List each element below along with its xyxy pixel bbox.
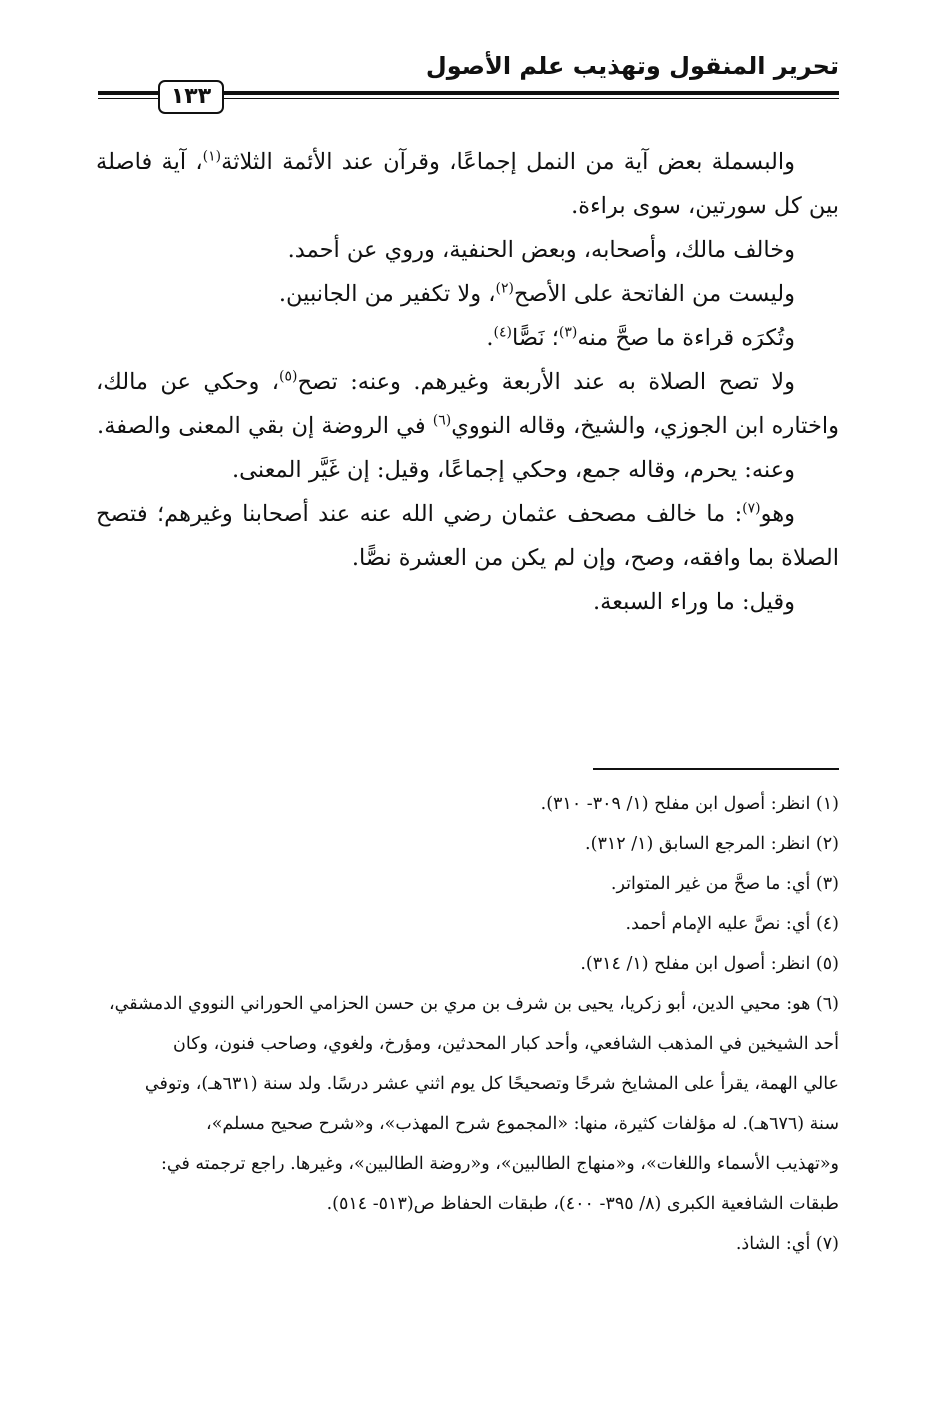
footnote-6-line: (٦) هو: محيي الدين، أبو زكريا، يحيى بن شرف بن مري بن حسن الحزامي الحوراني النووي الدمشقي، (109, 994, 839, 1014)
paragraph-definition (96, 492, 839, 580)
footnote-6-line: عالي الهمة، يقرأ على المشايخ شرحًا وتصحيحًا كل يوم اثني عشر درسًا. ولد سنة (٦٣١هـ)، وتوفي (144, 1074, 839, 1094)
text-run: ولا تصح الصلاة به عند الأربعة وغيرهم. وعنه: تصح (297, 369, 795, 395)
text-run: وليست من الفاتحة على الأصح (514, 281, 795, 307)
footnote-ref-1: (١) (202, 148, 222, 165)
footnote-ref-7: (٧) (742, 500, 761, 517)
text-run: وتُكرَه قراءة ما صحَّ منه (577, 325, 795, 351)
running-title: تحرير المنقول وتهذيب علم الأصول (425, 52, 839, 80)
footnote-6 (96, 984, 839, 1224)
footnote-3: (٣) أي: ما صحَّ من غير المتواتر. (610, 874, 839, 894)
footnote-ref-6: (٦) (432, 412, 452, 429)
text-run: ، وحكي عن مالك، واختاره ابن الجوزي، والشيخ، وقاله النووي (96, 369, 839, 439)
paragraph-basmala (96, 140, 839, 228)
text-run: والبسملة بعض آية من النمل إجماعًا، وقرآن عند الأئمة الثلاثة (221, 149, 795, 175)
footnote-6-line: و«تهذيب الأسماء واللغات»، و«منهاج الطالبين»، و«روضة الطالبين»، وغيرها. راجع ترجمته في: (161, 1154, 839, 1174)
paragraph-fatiha (96, 272, 839, 316)
footnote-2: (٢) انظر: المرجع السابق (١/ ٣١٢). (585, 834, 839, 854)
paragraph-disagreement: وخالف مالك، وأصحابه، وبعض الحنفية، وروي عن أحمد. (287, 237, 795, 263)
footnote-7: (٧) أي: الشاذ. (735, 1234, 839, 1254)
footnote-6-line: طبقات الشافعية الكبرى (٨/ ٣٩٥- ٤٠٠)، طبقات الحفاظ ص(٥١٣- ٥١٤). (326, 1194, 839, 1214)
footnote-ref-4: (٤) (493, 324, 512, 341)
main-text (96, 140, 839, 624)
footnote-ref-5: (٥) (279, 368, 298, 385)
footnotes (96, 784, 839, 1264)
text-run: . (486, 325, 494, 351)
paragraph-prayer (96, 360, 839, 448)
text-run: ، ولا تكفير من الجانبين. (278, 281, 496, 307)
footnote-separator (593, 768, 839, 770)
paragraph-seven: وقيل: ما وراء السبعة. (593, 589, 795, 615)
text-run: : ما خالف مصحف عثمان رضي الله عنه عند أصحابنا وغيرهم؛ فتصح الصلاة بما وافقه، وصح، وإن لم يكن من العشرة نصًّا. (96, 501, 839, 571)
text-run: ، آية فاصلة بين كل سورتين، سوى براءة. (96, 149, 839, 219)
footnote-ref-3: (٣) (558, 324, 578, 341)
footnote-1: (١) انظر: أصول ابن مفلح (١/ ٣٠٩- ٣١٠). (540, 794, 839, 814)
page-number: ١٣٣ (158, 80, 224, 114)
text-run: ؛ نَصًّا (511, 325, 559, 351)
text-run: وهو (760, 501, 795, 527)
paragraph-recitation (96, 316, 839, 360)
footnote-ref-2: (٢) (495, 280, 514, 297)
footnote-6-line: سنة (٦٧٦هـ). له مؤلفات كثيرة، منها: «المجموع شرح المهذب»، و«شرح صحيح مسلم»، (206, 1114, 839, 1134)
footnote-5: (٥) انظر: أصول ابن مفلح (١/ ٣١٤). (580, 954, 839, 974)
footnote-6-line: أحد الشيخين في المذهب الشافعي، وأحد كبار المحدثين، ومؤرخ، ولغوي، وصاحب فنون، وكان (173, 1034, 839, 1054)
footnote-4: (٤) أي: نصَّ عليه الإمام أحمد. (625, 914, 839, 934)
paragraph-prohibition: وعنه: يحرم، وقاله جمع، وحكي إجماعًا، وقيل: إن غَيَّر المعنى. (232, 457, 795, 483)
text-run: في الروضة إن بقي المعنى والصفة. (97, 413, 433, 439)
